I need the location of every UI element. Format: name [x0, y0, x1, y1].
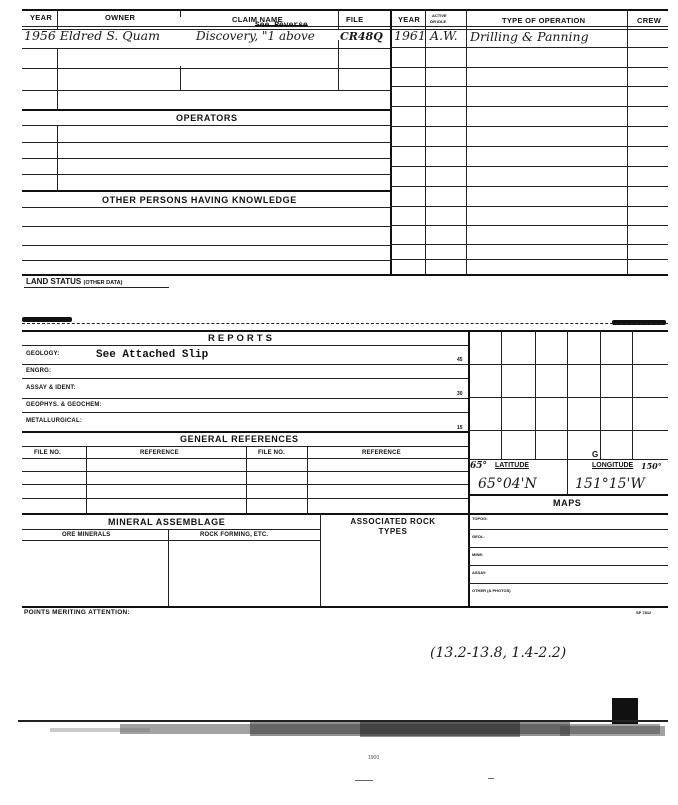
persons-rule	[22, 207, 390, 208]
header-owner: OWNER	[105, 13, 136, 22]
right-rule	[390, 259, 668, 260]
col-div	[180, 66, 181, 91]
grid-line	[468, 459, 668, 460]
refs-rule	[22, 471, 468, 472]
grid-line	[567, 330, 568, 459]
header-year: YEAR	[30, 13, 53, 22]
header-file: FILE	[346, 15, 364, 24]
right-rule	[390, 206, 668, 207]
right-rule	[390, 166, 668, 167]
grid-line	[501, 330, 502, 459]
num-30: 30	[457, 391, 463, 397]
row-rule	[22, 109, 390, 111]
refs-col-div	[86, 446, 87, 513]
grid-letter: G	[592, 450, 599, 459]
entry-active: A.W.	[430, 28, 458, 43]
right-rule	[390, 86, 668, 87]
ref-file-no-1: FILE NO.	[34, 450, 61, 456]
maps-top-rule	[468, 494, 668, 496]
right-rule	[390, 225, 668, 226]
maps-rule	[468, 529, 668, 530]
header-claim-name: CLAIM NAME	[232, 15, 283, 24]
ref-file-no-2: FILE NO.	[258, 450, 285, 456]
refs-rule	[22, 446, 468, 447]
rock-forming-label: ROCK FORMING, ETC.	[200, 532, 269, 538]
latitude-value: 65°04'N	[478, 476, 537, 492]
operators-rule	[22, 158, 390, 159]
reports-dashed-rule	[22, 323, 668, 324]
reports-top-rule	[22, 330, 668, 332]
right-rule	[390, 126, 668, 127]
grid-line	[468, 430, 668, 431]
row-rule	[22, 90, 390, 91]
header-div	[338, 9, 339, 29]
entry-operation: Drilling & Panning	[470, 29, 589, 44]
persons-rule	[22, 274, 668, 276]
reports-rule	[22, 364, 468, 365]
grid-line	[468, 397, 668, 398]
topog-label: TOPOG:	[472, 516, 488, 521]
reports-heading: REPORTS	[208, 333, 275, 344]
refs-col-div	[307, 446, 308, 513]
latitude-prefix: 65°	[470, 461, 488, 471]
metallurgical-label: METALLURGICAL:	[26, 418, 83, 424]
persons-rule	[22, 260, 390, 261]
header-bottom-rule	[22, 26, 668, 27]
header-type-operation: TYPE OF OPERATION	[502, 16, 586, 25]
mineral-col-div	[320, 513, 321, 606]
maps-heading: MAPS	[553, 498, 582, 508]
form-number: SP 7812	[636, 610, 652, 615]
reports-rule	[22, 412, 468, 413]
reports-rule	[22, 378, 468, 379]
ore-minerals-label: ORE MINERALS	[62, 532, 111, 538]
engrg-label: ENGRG:	[26, 368, 52, 374]
mine-label: MINE:	[472, 552, 484, 557]
geology-value: See Attached Slip	[96, 349, 209, 361]
header-div	[57, 9, 58, 29]
operators-rule	[22, 125, 390, 126]
header-active: ACTIVE	[432, 13, 447, 18]
row-rule	[22, 48, 390, 49]
num-15: 15	[457, 425, 463, 431]
operators-rule	[22, 174, 390, 175]
scan-dash	[488, 778, 494, 779]
year-col-divider	[425, 9, 426, 275]
scan-dash	[355, 780, 373, 781]
right-rule	[390, 106, 668, 107]
main-vertical-divider	[390, 9, 392, 275]
maps-rule	[468, 565, 668, 566]
entry-year-owner: 1956 Eldred S. Quam	[24, 28, 160, 43]
general-references-heading: GENERAL REFERENCES	[180, 434, 299, 444]
col-div	[338, 40, 339, 90]
right-rule	[390, 67, 668, 68]
grid-line	[600, 330, 601, 459]
refs-rule	[22, 484, 468, 485]
associated-rock-types-heading: ASSOCIATED ROCK TYPES	[350, 517, 436, 536]
other-photos-label: OTHER (& PHOTOS)	[472, 588, 511, 593]
type-col-divider	[627, 9, 628, 275]
mineral-assemblage-heading: MINERAL ASSEMBLAGE	[108, 517, 226, 527]
maps-rule	[468, 583, 668, 584]
top-border	[22, 9, 668, 11]
ref-reference-2: REFERENCE	[362, 450, 401, 456]
operators-rule	[22, 142, 390, 143]
scan-smudge	[0, 718, 678, 748]
longitude-label: LONGITUDE	[592, 462, 634, 469]
ref-reference-1: REFERENCE	[140, 450, 179, 456]
operators-heading: OPERATORS	[176, 113, 238, 123]
land-status-text: LAND STATUS	[26, 277, 82, 286]
header-div	[180, 9, 181, 17]
header-or-idle: OR IDLE	[430, 19, 447, 24]
active-col-divider	[466, 9, 467, 275]
grid-line	[632, 330, 633, 459]
mineral-rule	[22, 529, 320, 530]
reports-rule	[22, 345, 468, 346]
row-rule	[22, 68, 390, 69]
col-div	[57, 48, 58, 109]
geol-label: GEOL:	[472, 534, 485, 539]
right-rule	[390, 186, 668, 187]
assay-map-label: ASSAY:	[472, 570, 487, 575]
geology-label: GEOLOGY:	[26, 351, 60, 357]
other-persons-heading: OTHER PERSONS HAVING KNOWLEDGE	[102, 195, 297, 205]
land-status-underline	[24, 287, 169, 288]
reports-rule	[22, 398, 468, 399]
longitude-value: 151°15'W	[575, 476, 645, 492]
grid-line	[535, 330, 536, 459]
refs-rule	[22, 458, 468, 459]
latlong-div	[567, 459, 568, 494]
right-rule	[390, 244, 668, 245]
latitude-label: LATITUDE	[495, 462, 530, 469]
right-rule	[390, 47, 668, 48]
refs-rule	[22, 513, 668, 515]
points-meriting-label: POINTS MERITING ATTENTION:	[24, 609, 131, 616]
operators-col-div	[57, 125, 58, 190]
refs-rule	[22, 498, 468, 499]
header-crew: CREW	[637, 16, 662, 25]
entry-claim: Discovery, "1 above	[196, 29, 315, 43]
entry-stamp: See Reverse	[255, 21, 308, 30]
coordinates-note: (13.2-13.8, 1.4-2.2)	[430, 645, 567, 661]
operators-rule	[22, 190, 390, 192]
grid-line	[468, 364, 668, 365]
entry-file: CR48Q	[340, 30, 383, 43]
right-rule	[390, 146, 668, 147]
mineral-col-div	[168, 529, 169, 606]
reports-rule	[22, 431, 468, 433]
persons-rule	[22, 226, 390, 227]
top-bar-left	[22, 317, 72, 322]
land-status-label	[26, 277, 122, 286]
persons-rule	[22, 245, 390, 246]
entry-year: 1961	[394, 28, 426, 43]
header-year-2: YEAR	[398, 15, 421, 24]
mineral-bottom-rule	[22, 606, 668, 608]
mineral-rule	[22, 540, 320, 541]
land-status-note: (OTHER DATA)	[83, 280, 123, 286]
assay-label: ASSAY & IDENT:	[26, 385, 76, 391]
geophys-label: GEOPHYS. & GEOCHEM:	[26, 402, 102, 408]
maps-rule	[468, 547, 668, 548]
refs-col-div	[246, 446, 247, 513]
longitude-suffix: 150°	[641, 461, 662, 471]
scan-number: 1900	[368, 755, 380, 761]
num-45: 45	[457, 357, 463, 363]
